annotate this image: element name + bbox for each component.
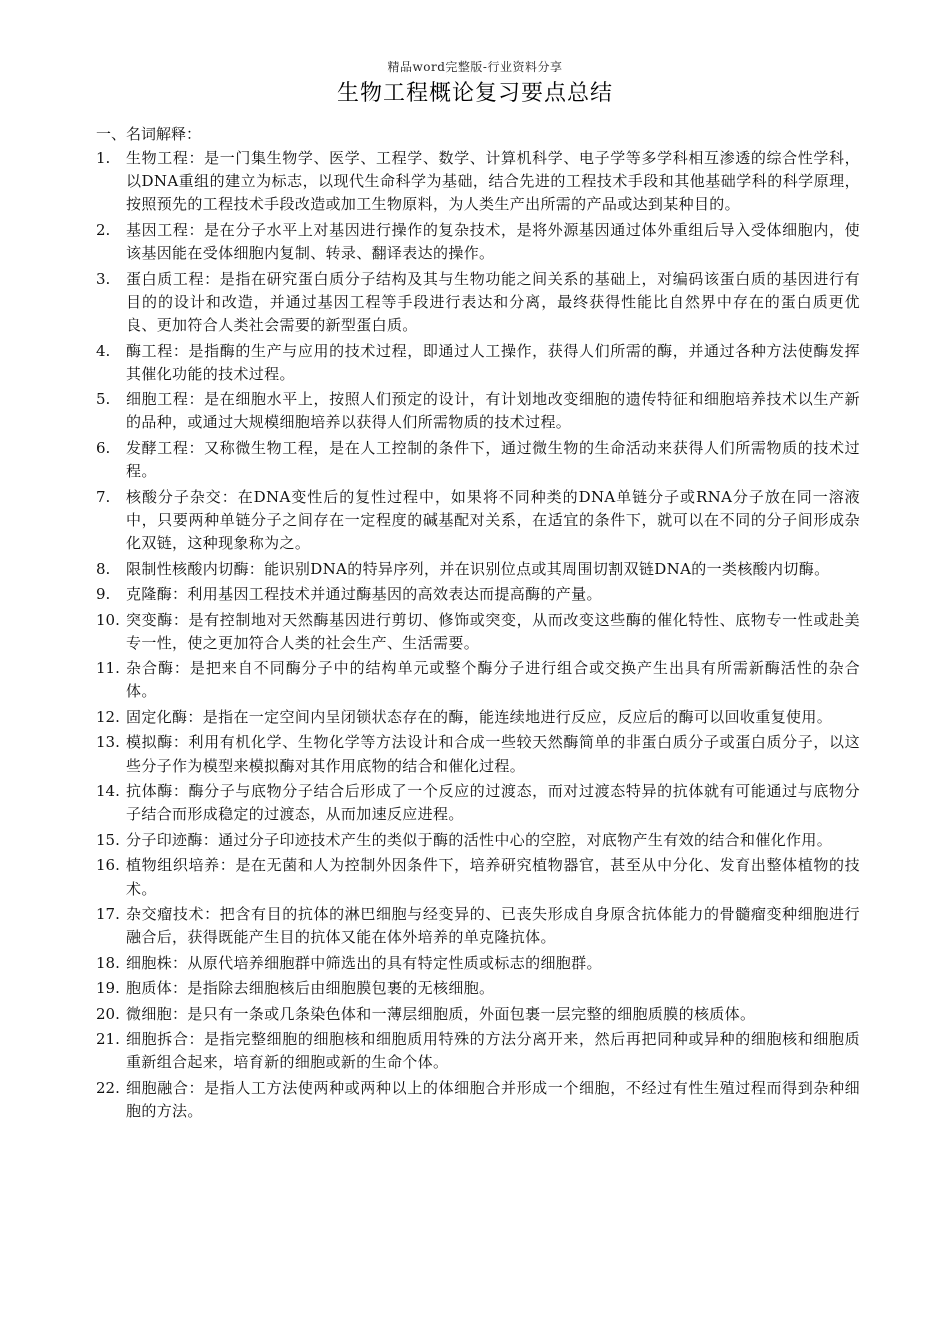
item-number: 11. <box>96 659 120 678</box>
list-item <box>96 437 860 483</box>
list-item <box>96 903 860 949</box>
list-item <box>96 952 860 975</box>
item-number: 6. <box>96 438 111 457</box>
item-number: 1. <box>96 149 111 167</box>
item-text: 克隆酶：利用基因工程技术并通过酶基因的高效表达而提高酶的产量。 <box>126 585 602 604</box>
item-number: 21. <box>96 1030 120 1049</box>
item-text: 细胞株：从原代培养细胞群中筛选出的具有特定性质或标志的细胞群。 <box>126 953 602 972</box>
term-list <box>96 147 860 1126</box>
item-number: 19. <box>96 979 120 998</box>
list-item <box>96 340 860 386</box>
list-item <box>96 780 860 826</box>
item-number: 16. <box>96 856 120 875</box>
item-number: 3. <box>96 269 111 288</box>
list-item <box>96 1077 860 1123</box>
list-item <box>96 609 860 655</box>
list-item <box>96 268 860 338</box>
list-item <box>96 829 860 852</box>
item-text: 限制性核酸内切酶：能识别DNA的特异序列，并在识别位点或其周围切割双链DNA的一类核酸内切酶。 <box>126 559 830 578</box>
item-text: 核酸分子杂交：在DNA变性后的复性过程中，如果将不同种类的DNA单链分子或RNA分子放在同一溶液中，只要两种单链分子之间存在一定程度的碱基配对关系，在适宜的条件下，就可以在不同的分子间形成杂化双链，这种现象称为之。 <box>126 487 860 553</box>
item-number: 4. <box>96 341 111 360</box>
item-number: 13. <box>96 733 120 752</box>
item-text: 细胞融合：是指人工方法使两种或两种以上的体细胞合并形成一个细胞，不经过有性生殖过程而得到杂种细胞的方法。 <box>126 1078 860 1121</box>
item-text: 抗体酶：酶分子与底物分子结合后形成了一个反应的过渡态，而对过渡态特异的抗体就有可能通过与底物分子结合而形成稳定的过渡态，从而加速反应进程。 <box>126 782 860 824</box>
item-text: 微细胞：是只有一条或几条染色体和一薄层细胞质，外面包裹一层完整的细胞质膜的核质体。 <box>126 1004 756 1023</box>
item-text: 杂交瘤技术：把含有目的抗体的淋巴细胞与经变异的、已丧失形成自身原含抗体能力的骨髓瘤变种细胞进行融合后，获得既能产生目的抗体又能在体外培养的单克隆抗体。 <box>126 905 860 947</box>
list-item <box>96 977 860 1000</box>
list-item <box>96 1003 860 1026</box>
item-text: 固定化酶：是指在一定空间内呈闭锁状态存在的酶，能连续地进行反应，反应后的酶可以回收重复使用。 <box>126 707 833 726</box>
item-text: 胞质体：是指除去细胞核后由细胞膜包裹的无核细胞。 <box>126 979 495 998</box>
list-item <box>96 558 860 581</box>
list-item <box>96 657 860 703</box>
item-number: 20. <box>96 1004 120 1023</box>
item-text: 细胞拆合：是指完整细胞的细胞核和细胞质用特殊的方法分离开来，然后再把同种或异种的细胞核和细胞质重新组合起来，培育新的细胞或新的生命个体。 <box>126 1030 860 1072</box>
item-number: 17. <box>96 905 120 924</box>
item-text: 突变酶：是有控制地对天然酶基因进行剪切、修饰或突变，从而改变这些酶的催化特性、底物专一性或赴美专一性，使之更加符合人类的社会生产、生活需要。 <box>126 610 860 652</box>
item-number: 14. <box>96 782 120 801</box>
list-item <box>96 706 860 729</box>
item-number: 5. <box>96 390 111 409</box>
item-number: 7. <box>96 487 111 506</box>
list-item <box>96 1028 860 1074</box>
page-header: 精品word完整版-行业资料分享 <box>387 60 563 74</box>
item-text: 分子印迹酶：通过分子印迹技术产生的类似于酶的活性中心的空腔，对底物产生有效的结合和催化作用。 <box>126 830 833 849</box>
document-title: 生物工程概论复习要点总结 <box>336 81 613 106</box>
list-item <box>96 388 860 434</box>
item-number: 22. <box>96 1078 120 1097</box>
item-text: 生物工程：是一门集生物学、医学、工程学、数学、计算机科学、电子学等多学科相互渗透的综合性学科，以DNA重组的建立为标志，以现代生命科学为基础，结合先进的工程技术手段和其他基础学科的科学原理，按照预先的工程技术手段改造或加工生物原料，为人类生产出所需的产品或达到某种目的。 <box>126 149 860 214</box>
item-text: 基因工程：是在分子水平上对基因进行操作的复杂技术，是将外源基因通过体外重组后导入受体细胞内，使该基因能在受体细胞内复制、转录、翻译表达的操作。 <box>126 220 860 263</box>
item-text: 发酵工程：又称微生物工程，是在人工控制的条件下，通过微生物的生命活动来获得人们所需物质的技术过程。 <box>126 438 860 481</box>
list-item <box>96 731 860 777</box>
list-item <box>96 486 860 556</box>
item-number: 15. <box>96 830 120 849</box>
item-text: 模拟酶：利用有机化学、生物化学等方法设计和合成一些较天然酶简单的非蛋白质分子或蛋白质分子，以这些分子作为模型来模拟酶对其作用底物的结合和催化过程。 <box>126 733 860 775</box>
item-number: 8. <box>96 559 111 578</box>
list-item <box>96 219 860 265</box>
section-heading: 一、名词解释： <box>96 125 202 143</box>
item-text: 酶工程：是指酶的生产与应用的技术过程，即通过人工操作，获得人们所需的酶，并通过各种方法使酶发挥其催化功能的技术过程。 <box>126 341 860 383</box>
list-item <box>96 583 860 606</box>
item-number: 12. <box>96 707 120 726</box>
item-number: 9. <box>96 585 111 604</box>
item-number: 2. <box>96 220 111 239</box>
item-number: 10. <box>96 610 120 629</box>
item-text: 植物组织培养：是在无菌和人为控制外因条件下，培养研究植物器官，甚至从中分化、发育出整体植物的技术。 <box>126 856 860 898</box>
item-text: 细胞工程：是在细胞水平上，按照人们预定的设计，有计划地改变细胞的遗传特征和细胞培养技术以生产新的品种，或通过大规模细胞培养以获得人们所需物质的技术过程。 <box>126 390 860 432</box>
item-text: 蛋白质工程：是指在研究蛋白质分子结构及其与生物功能之间关系的基础上，对编码该蛋白质的基因进行有目的的设计和改造，并通过基因工程等手段进行表达和分离，最终获得性能比自然界中存在的蛋白质更优良、更加符合人类社会需要的新型蛋白质。 <box>126 269 860 335</box>
list-item <box>96 854 860 900</box>
list-item <box>96 147 860 217</box>
item-text: 杂合酶：是把来自不同酶分子中的结构单元或整个酶分子进行组合或交换产生出具有所需新酶活性的杂合体。 <box>126 659 860 701</box>
item-number: 18. <box>96 953 120 972</box>
